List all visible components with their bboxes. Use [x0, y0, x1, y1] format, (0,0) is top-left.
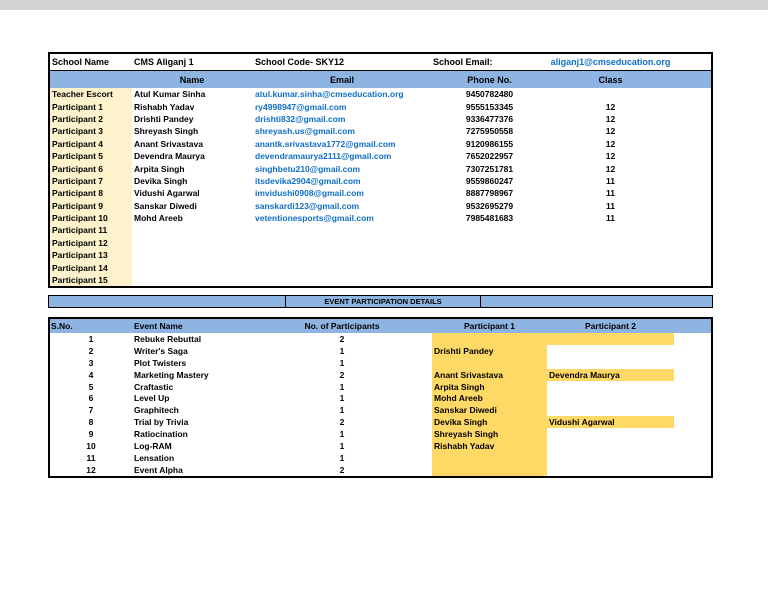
empty-cell	[674, 274, 711, 286]
roster-row	[50, 113, 711, 125]
empty-cell	[674, 224, 711, 236]
event-row	[50, 464, 711, 476]
empty-cell	[674, 249, 711, 261]
event-row	[50, 452, 711, 464]
empty-cell	[674, 416, 711, 428]
participant-email-link[interactable]	[252, 274, 432, 286]
participant-name-cell: Drishti Pandey	[134, 113, 194, 124]
event-count-cell: 2	[339, 464, 345, 475]
event-participant1-cell: Rishabh Yadav	[432, 440, 547, 452]
event-row	[50, 428, 711, 440]
participant-email-link[interactable]: shreyash.us@gmail.com	[255, 126, 355, 137]
event-participation-title: EVENT PARTICIPATION DETAILS	[285, 295, 481, 308]
empty-cell	[674, 404, 711, 416]
participant-name-cell: Sanskar Diwedi	[134, 200, 197, 211]
empty-cell	[674, 392, 711, 404]
empty-cell	[674, 150, 711, 162]
participant-name-cell	[132, 224, 252, 236]
event-count-cell: 1	[339, 345, 345, 356]
participant-name-cell: Devika Singh	[134, 175, 188, 186]
participant-label-cell: Participant 9	[50, 200, 132, 212]
participant-phone-cell: 7307251781	[465, 163, 514, 174]
school-roster-table	[48, 52, 713, 288]
participant-name-cell	[132, 249, 252, 261]
participant-name-cell	[132, 261, 252, 273]
window-top-edge	[0, 0, 768, 10]
event-row	[50, 345, 711, 357]
participant-name-cell	[132, 274, 252, 286]
participant-class-cell: 12	[605, 163, 616, 174]
participant-class-cell	[547, 224, 674, 236]
participant-name-cell: Arpita Singh	[134, 163, 185, 174]
empty-cell	[674, 187, 711, 199]
event-sno-cell: 6	[88, 393, 94, 404]
events-header-event: Event Name	[134, 321, 183, 331]
participant-phone-cell: 9336477376	[465, 113, 514, 124]
empty-cell	[674, 369, 711, 381]
event-participant2-cell: Devendra Maurya	[547, 369, 674, 381]
empty-cell	[674, 212, 711, 224]
empty-cell	[674, 319, 711, 333]
roster-row	[50, 249, 711, 261]
participant-label-cell: Participant 4	[50, 138, 132, 150]
event-count-cell: 1	[339, 452, 345, 463]
participant-phone-cell: 9559860247	[465, 175, 514, 186]
roster-row	[50, 138, 711, 150]
event-sno-cell: 3	[88, 357, 94, 368]
school-email-link[interactable]: aliganj1@cmseducation.org	[550, 57, 671, 67]
event-participant2-cell	[547, 381, 674, 393]
event-name-cell: Writer's Saga	[134, 345, 188, 356]
participant-name-cell: Anant Srivastava	[134, 138, 203, 149]
event-participant1-cell: Shreyash Singh	[432, 428, 547, 440]
event-participant1-cell	[432, 357, 547, 369]
event-sno-cell: 1	[88, 333, 94, 344]
empty-cell	[674, 88, 711, 100]
participant-email-link[interactable]	[252, 224, 432, 236]
event-name-cell: Event Alpha	[134, 464, 183, 475]
event-count-cell: 2	[339, 369, 345, 380]
event-participant2-cell	[547, 333, 674, 345]
events-header-count: No. of Participants	[304, 321, 380, 331]
school-email-label: School Email:	[433, 57, 493, 67]
event-name-cell: Trial by Trivia	[134, 417, 189, 428]
event-count-cell: 2	[339, 417, 345, 428]
participant-phone-cell	[432, 224, 547, 236]
roster-row	[50, 162, 711, 174]
empty-cell	[674, 175, 711, 187]
roster-header-phone: Phone No.	[467, 74, 512, 85]
event-name-cell: Marketing Mastery	[134, 369, 209, 380]
participant-email-link[interactable]: singhbetu210@gmail.com	[255, 163, 361, 174]
participant-email-link[interactable]	[252, 237, 432, 249]
roster-row	[50, 200, 711, 212]
empty-cell	[674, 357, 711, 369]
empty-cell	[674, 333, 711, 345]
participant-email-link[interactable]: drishti832@gmail.com	[255, 113, 346, 124]
participant-email-link[interactable]: devendramaurya2111@gmail.com	[255, 151, 392, 162]
event-row	[50, 333, 711, 345]
participant-name-cell: Vidushi Agarwal	[134, 188, 200, 199]
participant-class-cell	[547, 237, 674, 249]
event-sno-cell: 10	[86, 440, 96, 451]
event-participant2-cell	[547, 392, 674, 404]
event-name-cell: Log-RAM	[134, 440, 172, 451]
events-header-p1: Participant 1	[463, 321, 516, 331]
empty-cell	[674, 54, 711, 70]
event-participant1-cell: Devika Singh	[432, 416, 547, 428]
empty-cell	[674, 162, 711, 174]
event-row	[50, 357, 711, 369]
event-sno-cell: 8	[88, 417, 94, 428]
participant-class-cell: 12	[605, 101, 616, 112]
event-row	[50, 381, 711, 393]
event-row	[50, 392, 711, 404]
empty-cell	[674, 71, 711, 88]
participant-email-link[interactable]: imvidushi0908@gmail.com	[255, 188, 364, 199]
roster-row	[50, 261, 711, 273]
participant-class-cell: 11	[606, 213, 615, 224]
participant-label-cell: Participant 13	[50, 249, 132, 261]
event-sno-cell: 7	[88, 405, 94, 416]
participant-label-cell: Participant 12	[50, 237, 132, 249]
roster-row	[50, 274, 711, 286]
event-sno-cell: 5	[88, 381, 94, 392]
empty-cell	[674, 138, 711, 150]
participant-class-cell: 11	[606, 175, 615, 186]
event-row	[50, 404, 711, 416]
event-participant1-cell: Anant Srivastava	[432, 369, 547, 381]
participant-phone-cell	[432, 274, 547, 286]
event-count-cell: 1	[339, 357, 345, 368]
event-participant1-cell	[432, 333, 547, 345]
school-code-value: School Code- SKY12	[255, 57, 345, 67]
participant-label-cell: Participant 10	[50, 212, 132, 224]
participant-label-cell: Participant 11	[50, 224, 132, 236]
participant-class-cell: 11	[606, 200, 615, 211]
event-participant1-cell: Mohd Areeb	[432, 392, 547, 404]
roster-row	[50, 224, 711, 236]
participant-email-link[interactable]: atul.kumar.sinha@cmseducation.org	[255, 89, 404, 100]
roster-header-name: Name	[179, 74, 205, 85]
events-body	[50, 333, 711, 476]
event-count-cell: 1	[339, 429, 345, 440]
event-name-cell: Plot Twisters	[134, 357, 187, 368]
school-info-row	[50, 54, 711, 71]
empty-cell	[674, 464, 711, 476]
event-participant1-cell	[432, 464, 547, 476]
event-participant1-cell	[432, 452, 547, 464]
event-participation-banner	[48, 295, 713, 308]
events-header-p2: Participant 2	[584, 321, 637, 331]
empty-cell	[674, 237, 711, 249]
participant-email-link[interactable]: ry4998947@gmail.com	[255, 101, 347, 112]
participant-phone-cell	[432, 261, 547, 273]
empty-cell	[674, 125, 711, 137]
participant-phone-cell	[432, 249, 547, 261]
participant-class-cell: 12	[605, 113, 616, 124]
event-sno-cell: 12	[86, 464, 96, 475]
empty-cell	[674, 113, 711, 125]
participant-email-link[interactable]: anantk.srivastava1772@gmail.com	[255, 138, 396, 149]
participant-phone-cell: 9120986155	[465, 138, 514, 149]
roster-header-blank	[50, 71, 132, 88]
roster-row	[50, 125, 711, 137]
participant-phone-cell: 7275950558	[465, 126, 514, 137]
school-name-label: School Name	[52, 57, 110, 67]
participant-label-cell: Participant 2	[50, 113, 132, 125]
event-name-cell: Ratiocination	[134, 429, 188, 440]
event-sno-cell: 2	[88, 345, 94, 356]
participant-phone-cell: 9450782480	[465, 89, 514, 100]
participant-email-link[interactable]: sanskardi123@gmail.com	[255, 200, 360, 211]
participant-phone-cell: 9555153345	[465, 101, 514, 112]
event-count-cell: 1	[339, 440, 345, 451]
roster-row	[50, 187, 711, 199]
participant-phone-cell: 9532695279	[465, 200, 514, 211]
participant-phone-cell: 7985481683	[465, 213, 514, 224]
event-row	[50, 416, 711, 428]
event-name-cell: Lensation	[134, 452, 175, 463]
event-participant2-cell	[547, 440, 674, 452]
participant-email-link[interactable]	[252, 261, 432, 273]
participant-email-link[interactable]: vetentionesports@gmail.com	[255, 213, 374, 224]
participant-label-cell: Participant 6	[50, 162, 132, 174]
event-name-cell: Level Up	[134, 393, 170, 404]
participant-name-cell: Mohd Areeb	[134, 213, 183, 224]
event-count-cell: 1	[339, 381, 345, 392]
participant-label-cell: Participant 15	[50, 274, 132, 286]
roster-header-class: Class	[598, 74, 623, 85]
participant-class-cell: 12	[605, 138, 616, 149]
participant-email-link[interactable]	[252, 249, 432, 261]
event-participant1-cell: Sanskar Diwedi	[432, 404, 547, 416]
participant-email-link[interactable]: itsdevika2904@gmail.com	[255, 175, 361, 186]
event-participant2-cell: Vidushi Agarwal	[547, 416, 674, 428]
event-name-cell: Graphitech	[134, 405, 179, 416]
event-participant2-cell	[547, 357, 674, 369]
empty-cell	[674, 381, 711, 393]
participant-label-cell: Participant 8	[50, 187, 132, 199]
events-header-row	[50, 319, 711, 333]
empty-cell	[674, 261, 711, 273]
empty-cell	[674, 440, 711, 452]
event-row	[50, 369, 711, 381]
participant-name-cell: Atul Kumar Sinha	[134, 89, 206, 100]
roster-row	[50, 212, 711, 224]
participant-label-cell: Participant 3	[50, 125, 132, 137]
participant-name-cell: Devendra Maurya	[134, 151, 205, 162]
participant-label-cell: Participant 7	[50, 175, 132, 187]
event-sno-cell: 11	[86, 452, 96, 463]
empty-cell	[674, 345, 711, 357]
school-name-value: CMS Aliganj 1	[134, 57, 194, 67]
event-row	[50, 440, 711, 452]
participant-class-cell	[547, 261, 674, 273]
event-participant2-cell	[547, 404, 674, 416]
participant-name-cell	[132, 237, 252, 249]
event-participant1-cell: Arpita Singh	[432, 381, 547, 393]
event-participant2-cell	[547, 428, 674, 440]
participant-phone-cell	[432, 237, 547, 249]
participant-label-cell: Participant 14	[50, 261, 132, 273]
empty-cell	[674, 100, 711, 112]
participant-class-cell: 12	[605, 126, 616, 137]
participant-name-cell: Shreyash Singh	[134, 126, 199, 137]
participant-label-cell: Teacher Escort	[50, 88, 132, 100]
roster-header-row	[50, 71, 711, 88]
event-count-cell: 2	[339, 333, 345, 344]
event-count-cell: 1	[339, 393, 345, 404]
participant-class-cell	[547, 88, 674, 100]
event-participant2-cell	[547, 345, 674, 357]
empty-cell	[674, 428, 711, 440]
participant-phone-cell: 7652022957	[465, 151, 514, 162]
empty-cell	[674, 452, 711, 464]
roster-row	[50, 88, 711, 100]
roster-row	[50, 175, 711, 187]
participant-class-cell: 12	[605, 151, 616, 162]
event-name-cell: Rebuke Rebuttal	[134, 333, 202, 344]
event-participation-table	[48, 317, 713, 478]
roster-row	[50, 237, 711, 249]
event-participant2-cell	[547, 452, 674, 464]
event-sno-cell: 9	[88, 429, 94, 440]
participant-label-cell: Participant 1	[50, 100, 132, 112]
event-participant2-cell	[547, 464, 674, 476]
empty-cell	[674, 200, 711, 212]
roster-header-email: Email	[329, 74, 354, 85]
roster-row	[50, 100, 711, 112]
event-participant1-cell: Drishti Pandey	[432, 345, 547, 357]
participant-class-cell: 11	[606, 188, 615, 199]
roster-body	[50, 88, 711, 286]
participant-phone-cell: 8887798967	[465, 188, 514, 199]
participant-class-cell	[547, 274, 674, 286]
events-header-sno: S.No.	[51, 321, 73, 331]
event-count-cell: 1	[339, 405, 345, 416]
roster-row	[50, 150, 711, 162]
event-sno-cell: 4	[88, 369, 94, 380]
participant-label-cell: Participant 5	[50, 150, 132, 162]
participant-class-cell	[547, 249, 674, 261]
participant-name-cell: Rishabh Yadav	[134, 101, 195, 112]
event-name-cell: Craftastic	[134, 381, 174, 392]
